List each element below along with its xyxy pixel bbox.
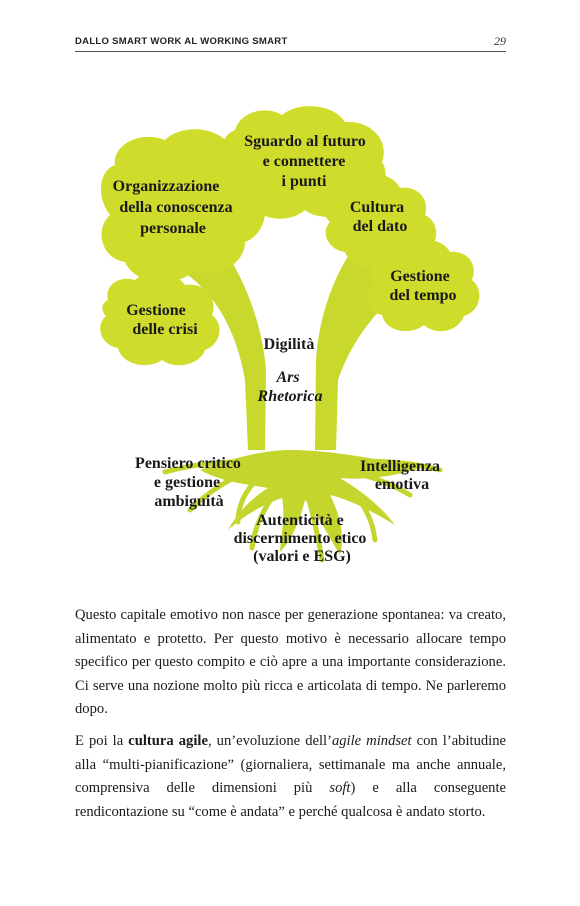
label-ars-rhetorica: Ars Rhetorica [257, 369, 323, 405]
paragraph-1: Questo capitale emotivo non nasce per generazione spontanea: va creato, alimentato e protetto. Per questo motivo è necessario allocare tempo specifico per questo compito e ciò apre a una importante considerazione. Ci serve una nozione molto più ricca e articolata di tempo. Ne parleremo dopo. [75, 607, 506, 718]
body-text [75, 604, 506, 832]
label-autenticita: Autenticità e discernimento etico (valori e ESG) [233, 512, 367, 565]
label-organizzazione: Organizzazione della conoscenza personale [112, 178, 233, 237]
leaf-tempo [367, 240, 479, 331]
term-soft: soft [329, 780, 351, 797]
term-cultura-agile: cultura agile [128, 732, 208, 749]
label-digilita: Digilità [263, 336, 315, 353]
term-agile-mindset: agile mindset [331, 732, 412, 749]
paragraph-2: E poi la cultura agile, un’evoluzione dell’agile mindset con l’abitudine alla “multi-pianificazione” (giornaliera, settimanale ma anche annuale, comprensiva delle dimensioni più soft) e alla conseguente rendicontazione su “come è andata” e perché qualcosa è andato storto. [75, 732, 507, 820]
label-gestione-tempo: Gestione del tempo [389, 268, 457, 304]
label-cultura-dato: Cultura del dato [349, 199, 408, 235]
label-gestione-crisi: Gestione delle crisi [126, 302, 198, 338]
label-pensiero: Pensiero critico e gestione ambiguità [135, 455, 241, 510]
label-intelligenza: Intelligenza emotiva [360, 458, 440, 493]
page-number: 29 [494, 34, 506, 48]
label-sguardo: Sguardo al futuro e connettere i punti [244, 133, 366, 190]
running-title: DALLO SMART WORK AL WORKING SMART [75, 36, 288, 47]
